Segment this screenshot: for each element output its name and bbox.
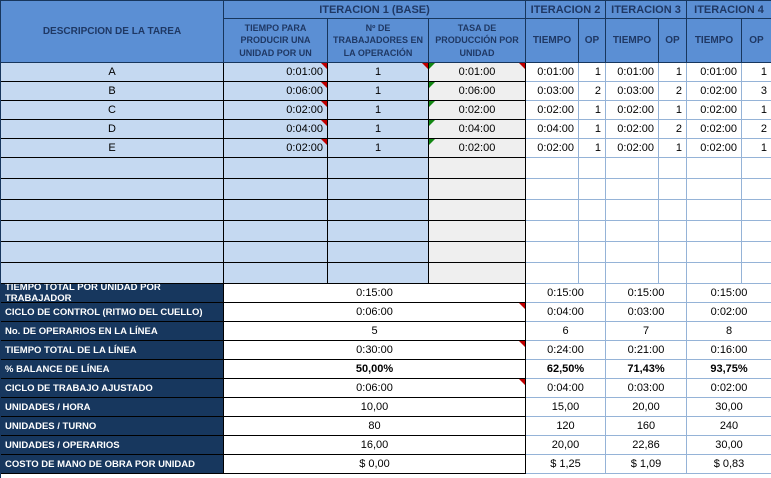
empty-cell[interactable] xyxy=(606,179,659,200)
cell-value: 0:02:00 xyxy=(286,104,323,116)
empty-cell[interactable] xyxy=(687,179,742,200)
empty-cell[interactable] xyxy=(526,263,579,284)
empty-cell[interactable] xyxy=(659,179,687,200)
empty-cell[interactable] xyxy=(1,158,224,179)
summary-base-cell[interactable] xyxy=(224,379,526,398)
summary-base-cell[interactable] xyxy=(224,303,526,322)
summary-it3-cell[interactable]: 20,00 xyxy=(606,398,687,417)
it2-time-cell[interactable]: 0:02:00 xyxy=(526,139,579,158)
cell-value: 0:02:00 xyxy=(458,142,496,154)
header-tiempo-it4[interactable]: TIEMPO xyxy=(687,19,742,63)
empty-cell[interactable] xyxy=(579,242,606,263)
summary-it2-cell[interactable]: 0:04:00 xyxy=(526,303,606,322)
empty-cell[interactable] xyxy=(687,263,742,284)
it3-time-cell[interactable]: 0:02:00 xyxy=(606,101,659,120)
task-name-cell[interactable]: E xyxy=(1,139,224,158)
summary-it2-cell[interactable]: $ 1,25 xyxy=(526,455,606,474)
it4-op-cell[interactable]: 2 xyxy=(742,120,771,139)
empty-cell[interactable] xyxy=(1,242,224,263)
task-rate-cell[interactable] xyxy=(429,120,526,139)
empty-cell[interactable] xyxy=(429,158,526,179)
summary-base-cell[interactable]: 50,00% xyxy=(224,360,526,379)
summary-label-tiempo-total-linea[interactable]: TIEMPO TOTAL DE LA LÍNEA xyxy=(1,341,224,360)
it3-op-cell[interactable]: 2 xyxy=(659,120,687,139)
it4-time-cell[interactable]: 0:02:00 xyxy=(687,139,742,158)
it2-op-cell[interactable]: 1 xyxy=(579,63,606,82)
empty-cell[interactable] xyxy=(742,221,771,242)
trace-indicator-icon xyxy=(429,101,435,107)
summary-base-cell[interactable]: 0:15:00 xyxy=(224,284,526,303)
task-base-time-cell[interactable] xyxy=(224,120,328,139)
task-rate-cell[interactable] xyxy=(429,139,526,158)
task-rate-cell[interactable] xyxy=(429,101,526,120)
cell-value: 0:04:00 xyxy=(286,123,323,135)
header-op-it3[interactable]: OP xyxy=(659,19,687,63)
comment-indicator-icon xyxy=(519,303,525,309)
empty-cell[interactable] xyxy=(224,179,328,200)
empty-cell[interactable] xyxy=(659,263,687,284)
empty-cell[interactable] xyxy=(429,242,526,263)
empty-cell[interactable] xyxy=(742,263,771,284)
summary-base-cell[interactable]: 5 xyxy=(224,322,526,341)
empty-cell[interactable] xyxy=(659,221,687,242)
empty-cell[interactable] xyxy=(606,263,659,284)
summary-base-cell[interactable] xyxy=(224,341,526,360)
header-iteracion-2[interactable]: ITERACION 2 xyxy=(526,1,606,19)
empty-cell[interactable] xyxy=(224,263,328,284)
summary-base-cell[interactable]: $ 0,00 xyxy=(224,455,526,474)
empty-cell[interactable] xyxy=(742,179,771,200)
empty-cell[interactable] xyxy=(224,200,328,221)
empty-cell[interactable] xyxy=(606,221,659,242)
cell-value: 0:01:00 xyxy=(286,66,323,78)
it2-op-cell[interactable]: 2 xyxy=(579,82,606,101)
empty-cell[interactable] xyxy=(328,179,429,200)
header-tiempo-para-producir[interactable]: TIEMPO PARA PRODUCIR UNA UNIDAD POR UN xyxy=(224,19,328,63)
empty-cell[interactable] xyxy=(1,221,224,242)
empty-cell[interactable] xyxy=(224,242,328,263)
empty-cell[interactable] xyxy=(224,221,328,242)
comment-indicator-icon xyxy=(519,63,525,69)
it4-time-cell[interactable]: 0:02:00 xyxy=(687,82,742,101)
task-base-time-cell[interactable] xyxy=(224,139,328,158)
it4-op-cell[interactable]: 3 xyxy=(742,82,771,101)
task-name-cell[interactable]: C xyxy=(1,101,224,120)
header-descripcion-tarea[interactable]: DESCRIPCION DE LA TAREA xyxy=(1,1,224,63)
empty-cell[interactable] xyxy=(1,263,224,284)
it3-op-cell[interactable]: 1 xyxy=(659,101,687,120)
summary-it3-cell[interactable]: 0:21:00 xyxy=(606,341,687,360)
cell-value: 0:02:00 xyxy=(286,142,323,154)
it3-op-cell[interactable]: 1 xyxy=(659,63,687,82)
summary-label-costo-mano-obra[interactable]: COSTO DE MANO DE OBRA POR UNIDAD xyxy=(1,455,224,474)
it2-time-cell[interactable]: 0:03:00 xyxy=(526,82,579,101)
task-base-time-cell[interactable] xyxy=(224,101,328,120)
empty-cell[interactable] xyxy=(526,221,579,242)
empty-cell[interactable] xyxy=(742,158,771,179)
it2-time-cell[interactable]: 0:01:00 xyxy=(526,63,579,82)
empty-cell[interactable] xyxy=(526,158,579,179)
header-iteracion-4[interactable]: ITERACION 4 xyxy=(687,1,771,19)
it2-time-cell[interactable]: 0:04:00 xyxy=(526,120,579,139)
cell-value: 0:04:00 xyxy=(458,123,496,135)
summary-it3-cell[interactable]: 71,43% xyxy=(606,360,687,379)
empty-cell[interactable] xyxy=(742,200,771,221)
summary-it4-cell[interactable]: 0:02:00 xyxy=(687,379,771,398)
comment-indicator-icon xyxy=(422,63,428,69)
task-workers-cell[interactable]: 1 xyxy=(328,139,429,158)
summary-label-tiempo-total-unidad[interactable]: TIEMPO TOTAL POR UNIDAD POR TRABAJADOR xyxy=(1,284,224,303)
empty-cell[interactable] xyxy=(429,179,526,200)
comment-indicator-icon xyxy=(321,101,327,107)
summary-label-unidades-turno[interactable]: UNIDADES / TURNO xyxy=(1,417,224,436)
header-op-it2[interactable]: OP xyxy=(579,19,606,63)
cell-value: 0:06:00 xyxy=(356,306,393,318)
empty-cell[interactable] xyxy=(579,221,606,242)
empty-cell[interactable] xyxy=(328,242,429,263)
summary-it3-cell[interactable]: 0:15:00 xyxy=(606,284,687,303)
header-tasa-produccion[interactable]: TASA DE PRODUCCIÓN POR UNIDAD xyxy=(429,19,526,63)
empty-cell[interactable] xyxy=(1,200,224,221)
empty-cell[interactable] xyxy=(328,263,429,284)
summary-it4-cell[interactable]: 8 xyxy=(687,322,771,341)
summary-it2-cell[interactable]: 0:15:00 xyxy=(526,284,606,303)
task-name-cell[interactable]: A xyxy=(1,63,224,82)
it4-op-cell[interactable]: 1 xyxy=(742,139,771,158)
summary-base-cell[interactable]: 10,00 xyxy=(224,398,526,417)
empty-cell[interactable] xyxy=(742,242,771,263)
empty-cell[interactable] xyxy=(579,200,606,221)
empty-cell[interactable] xyxy=(687,242,742,263)
task-base-time-cell[interactable] xyxy=(224,63,328,82)
comment-indicator-icon xyxy=(321,63,327,69)
cell-value: 0:02:00 xyxy=(458,104,496,116)
it4-time-cell[interactable]: 0:02:00 xyxy=(687,101,742,120)
it3-op-cell[interactable]: 1 xyxy=(659,139,687,158)
summary-it3-cell[interactable]: 22,86 xyxy=(606,436,687,455)
empty-cell[interactable] xyxy=(579,158,606,179)
comment-indicator-icon xyxy=(519,341,525,347)
it3-time-cell[interactable]: 0:02:00 xyxy=(606,120,659,139)
it2-time-cell[interactable]: 0:02:00 xyxy=(526,101,579,120)
empty-cell[interactable] xyxy=(429,200,526,221)
summary-it3-cell[interactable]: 0:03:00 xyxy=(606,379,687,398)
comment-indicator-icon xyxy=(321,120,327,126)
it2-op-cell[interactable]: 1 xyxy=(579,120,606,139)
summary-it2-cell[interactable]: 15,00 xyxy=(526,398,606,417)
summary-it2-cell[interactable]: 0:24:00 xyxy=(526,341,606,360)
header-iteracion-3[interactable]: ITERACION 3 xyxy=(606,1,687,19)
it4-op-cell[interactable]: 1 xyxy=(742,63,771,82)
header-op-it4[interactable]: OP xyxy=(742,19,771,63)
summary-it4-cell[interactable]: 0:02:00 xyxy=(687,303,771,322)
header-tiempo-it2[interactable]: TIEMPO xyxy=(526,19,579,63)
header-iteracion-1[interactable]: ITERACION 1 (BASE) xyxy=(224,1,526,19)
task-name-cell[interactable]: D xyxy=(1,120,224,139)
task-rate-cell[interactable] xyxy=(429,63,526,82)
summary-it4-cell[interactable]: 0:16:00 xyxy=(687,341,771,360)
task-name-cell[interactable]: B xyxy=(1,82,224,101)
summary-label-unidades-hora[interactable]: UNIDADES / HORA xyxy=(1,398,224,417)
it2-op-cell[interactable]: 1 xyxy=(579,101,606,120)
cell-value: 0:06:00 xyxy=(458,85,496,97)
empty-cell[interactable] xyxy=(429,263,526,284)
empty-cell[interactable] xyxy=(429,221,526,242)
summary-it2-cell[interactable]: 6 xyxy=(526,322,606,341)
empty-cell[interactable] xyxy=(224,158,328,179)
cell-value: 0:01:00 xyxy=(458,66,496,78)
empty-cell[interactable] xyxy=(579,179,606,200)
empty-cell[interactable] xyxy=(328,200,429,221)
task-workers-cell[interactable] xyxy=(328,63,429,82)
empty-cell[interactable] xyxy=(687,200,742,221)
empty-cell[interactable] xyxy=(606,242,659,263)
comment-indicator-icon xyxy=(321,139,327,145)
empty-cell[interactable] xyxy=(328,221,429,242)
empty-cell[interactable] xyxy=(526,179,579,200)
header-tiempo-it3[interactable]: TIEMPO xyxy=(606,19,659,63)
summary-it2-cell[interactable]: 20,00 xyxy=(526,436,606,455)
task-rate-cell[interactable] xyxy=(429,82,526,101)
it3-time-cell[interactable]: 0:02:00 xyxy=(606,139,659,158)
summary-it2-cell[interactable]: 0:04:00 xyxy=(526,379,606,398)
summary-it2-cell[interactable]: 120 xyxy=(526,417,606,436)
task-workers-cell[interactable]: 1 xyxy=(328,101,429,120)
it3-time-cell[interactable]: 0:03:00 xyxy=(606,82,659,101)
cell-value: 1 xyxy=(374,66,382,78)
summary-it4-cell[interactable]: 240 xyxy=(687,417,771,436)
empty-cell[interactable] xyxy=(659,200,687,221)
it3-op-cell[interactable]: 2 xyxy=(659,82,687,101)
comment-indicator-icon xyxy=(321,82,327,88)
empty-cell[interactable] xyxy=(659,242,687,263)
cell-value: 0:06:00 xyxy=(286,85,323,97)
task-workers-cell[interactable]: 1 xyxy=(328,82,429,101)
summary-label-unidades-operarios[interactable]: UNIDADES / OPERARIOS xyxy=(1,436,224,455)
empty-cell[interactable] xyxy=(579,263,606,284)
empty-cell[interactable] xyxy=(526,242,579,263)
summary-base-cell[interactable]: 16,00 xyxy=(224,436,526,455)
empty-cell[interactable] xyxy=(659,158,687,179)
it4-time-cell[interactable]: 0:01:00 xyxy=(687,63,742,82)
empty-cell[interactable] xyxy=(328,158,429,179)
summary-it3-cell[interactable]: 7 xyxy=(606,322,687,341)
comment-indicator-icon xyxy=(519,379,525,385)
empty-cell[interactable] xyxy=(526,200,579,221)
trace-indicator-icon xyxy=(429,120,435,126)
it4-op-cell[interactable]: 1 xyxy=(742,101,771,120)
summary-label-ciclo-ajustado[interactable]: CICLO DE TRABAJO AJUSTADO xyxy=(1,379,224,398)
empty-cell[interactable] xyxy=(687,221,742,242)
task-workers-cell[interactable]: 1 xyxy=(328,120,429,139)
it2-op-cell[interactable]: 1 xyxy=(579,139,606,158)
empty-cell[interactable] xyxy=(606,200,659,221)
summary-it4-cell[interactable]: 93,75% xyxy=(687,360,771,379)
cell-value: 0:30:00 xyxy=(356,344,393,356)
cell-value: 0:06:00 xyxy=(356,382,393,394)
it4-time-cell[interactable]: 0:02:00 xyxy=(687,120,742,139)
trace-indicator-icon xyxy=(429,82,435,88)
summary-it4-cell[interactable]: 30,00 xyxy=(687,436,771,455)
summary-it4-cell[interactable]: 0:15:00 xyxy=(687,284,771,303)
empty-cell[interactable] xyxy=(1,179,224,200)
summary-label-operarios-linea[interactable]: No. DE OPERARIOS EN LA LÍNEA xyxy=(1,322,224,341)
summary-base-cell[interactable]: 80 xyxy=(224,417,526,436)
empty-cell[interactable] xyxy=(606,158,659,179)
summary-it4-cell[interactable]: $ 0,83 xyxy=(687,455,771,474)
summary-it4-cell[interactable]: 30,00 xyxy=(687,398,771,417)
summary-label-balance-linea[interactable]: % BALANCE DE LÍNEA xyxy=(1,360,224,379)
summary-label-ciclo-control[interactable]: CICLO DE CONTROL (RITMO DEL CUELLO) xyxy=(1,303,224,322)
summary-it3-cell[interactable]: $ 1,09 xyxy=(606,455,687,474)
trace-indicator-icon xyxy=(429,139,435,145)
summary-it3-cell[interactable]: 160 xyxy=(606,417,687,436)
summary-it3-cell[interactable]: 0:03:00 xyxy=(606,303,687,322)
header-n-trabajadores[interactable]: Nº DE TRABAJADORES EN LA OPERACIÓN xyxy=(328,19,429,63)
summary-it2-cell[interactable]: 62,50% xyxy=(526,360,606,379)
trace-indicator-icon xyxy=(429,63,435,69)
empty-cell[interactable] xyxy=(687,158,742,179)
it3-time-cell[interactable]: 0:01:00 xyxy=(606,63,659,82)
task-base-time-cell[interactable] xyxy=(224,82,328,101)
